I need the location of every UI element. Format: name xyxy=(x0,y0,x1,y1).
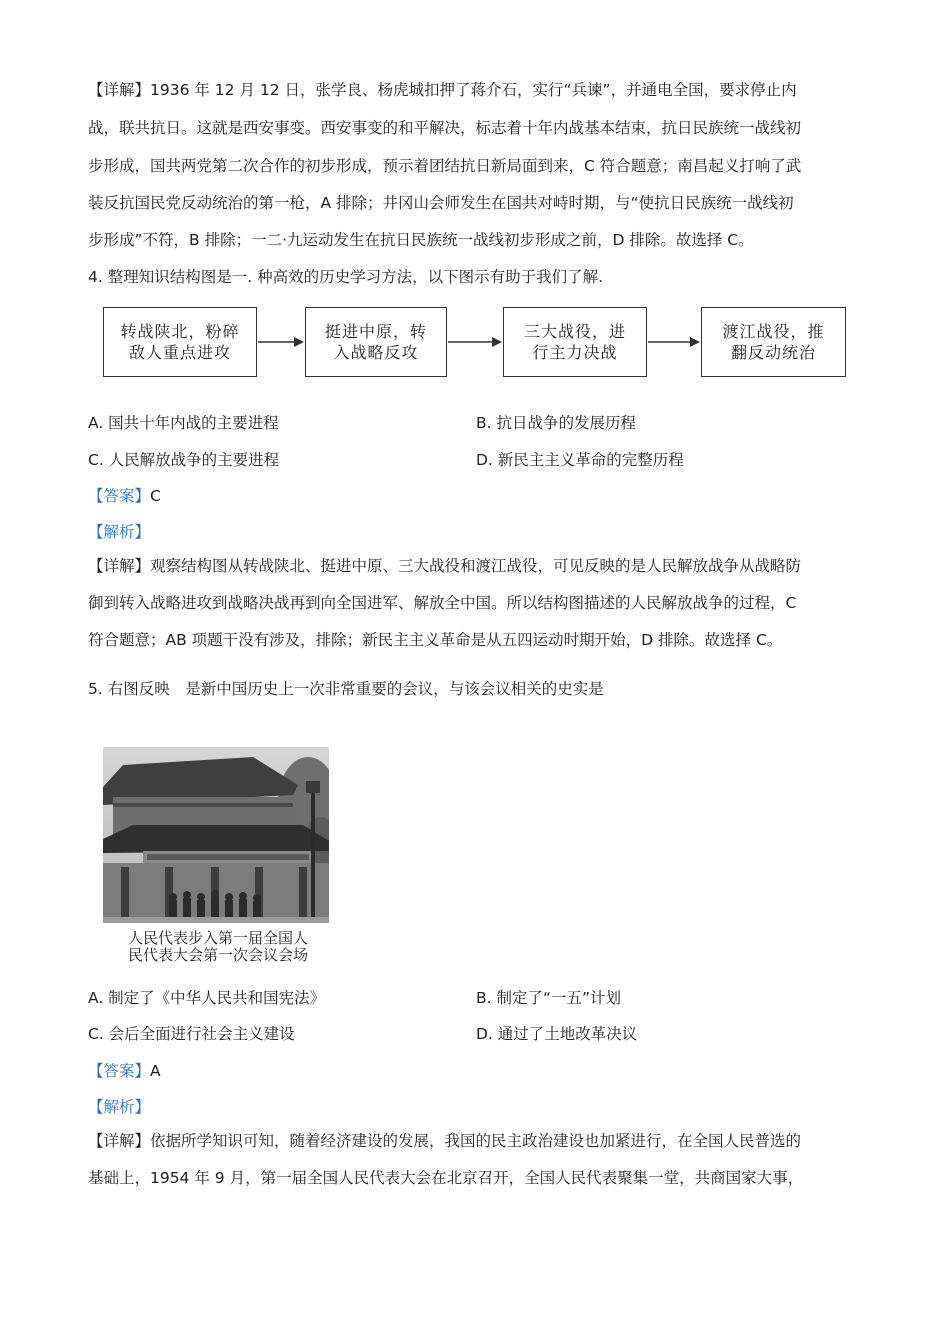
q4-detail-line-2: 御到转入战略进攻到战略决战再到向全国进军、解放全中国。所以结构图描述的人民解放战争的过程，C xyxy=(88,594,797,612)
q5-detail-line-1: 【详解】依据所学知识可知，随着经济建设的发展，我国的民主政治建设也加紧进行，在全国人民普选的 xyxy=(88,1132,802,1150)
q5-option-a: A. 制定了《中华人民共和国宪法》 xyxy=(88,989,326,1007)
flow-box-1-line-2: 敌人重点进攻 xyxy=(128,343,231,362)
detail3-line-4: 装反抗国民党反动统治的第一枪，A 排除；井冈山会师发生在国共对峙时期，与“使抗日民族统一战线初 xyxy=(88,194,794,212)
flow-box-3-line-2: 行主力决战 xyxy=(532,343,618,362)
q5-analysis-row xyxy=(88,1097,868,1117)
q4-answer-tag: 【答案】 xyxy=(88,487,151,505)
q4-detail-line-3: 符合题意；AB 项题干没有涉及，排除；新民主主义革命是从五四运动时期开始，D 排除。故选择 C。 xyxy=(88,631,783,649)
congress-hall-photo xyxy=(103,747,329,923)
flow-box-3 xyxy=(503,307,647,377)
flow-arrow-2 xyxy=(448,334,502,350)
flow-box-3-line-1: 三大战役，进 xyxy=(523,322,626,341)
q4-option-b: B. 抗日战争的发展历程 xyxy=(476,414,636,432)
q5-detail-line-2: 基础上，1954 年 9 月，第一届全国人民代表大会在北京召开，全国人民代表聚集一堂，共商国家大事， xyxy=(88,1169,804,1187)
q5-option-b: B. 制定了“一五”计划 xyxy=(476,989,622,1007)
q4-answer-row xyxy=(88,486,868,506)
q4-analysis-row xyxy=(88,522,868,542)
flow-box-4-line-2: 翻反动统治 xyxy=(730,343,816,362)
detail3-line-1: 【详解】1936 年 12 月 12 日，张学良、杨虎城扣押了蒋介石，实行“兵谏”，并通电全国，要求停止内 xyxy=(88,81,797,99)
flow-box-1-line-1: 转战陕北，粉碎 xyxy=(120,322,240,341)
photo-caption-line-2: 民代表大会第一次会议会场 xyxy=(127,946,308,964)
q5-answer-tag: 【答案】 xyxy=(88,1062,151,1080)
q4-option-c: C. 人民解放战争的主要进程 xyxy=(88,451,280,469)
flow-box-2-line-1: 挺进中原，转 xyxy=(324,322,427,341)
q5-analysis-tag: 【解析】 xyxy=(88,1098,151,1116)
q5-answer: A xyxy=(150,1062,161,1080)
q5-stem: 5. 右图反映 是新中国历史上一次非常重要的会议，与该会议相关的史实是 xyxy=(88,680,604,698)
q5-answer-row xyxy=(88,1061,868,1081)
photo-caption xyxy=(103,930,333,964)
detail3-line-2: 战，联共抗日。这就是西安事变。西安事变的和平解决，标志着十年内战基本结束，抗日民族统一战线初 xyxy=(88,119,802,137)
flow-box-4-line-1: 渡江战役，推 xyxy=(722,322,825,341)
detail3-line-3: 步形成，国共两党第二次合作的初步形成，预示着团结抗日新局面到来，C 符合题意；南昌起义打响了武 xyxy=(88,157,802,175)
flow-arrow-1 xyxy=(258,334,304,350)
q5-option-d: D. 通过了土地改革决议 xyxy=(476,1025,638,1043)
q4-stem: 4. 整理知识结构图是一. 种高效的历史学习方法，以下图示有助于我们了解. xyxy=(88,268,603,286)
photo-caption-line-1: 人民代表步入第一届全国人 xyxy=(127,929,308,947)
flow-box-1 xyxy=(103,307,257,377)
flow-box-4 xyxy=(701,307,846,377)
q4-analysis-tag: 【解析】 xyxy=(88,523,151,541)
flow-arrow-3 xyxy=(648,334,700,350)
q5-option-c: C. 会后全面进行社会主义建设 xyxy=(88,1025,295,1043)
q4-detail-line-1: 【详解】观察结构图从转战陕北、挺进中原、三大战役和渡江战役，可见反映的是人民解放战争从战略防 xyxy=(88,557,802,575)
q4-answer: C xyxy=(150,487,161,505)
detail3-line-5: 步形成”不符，B 排除；一二·九运动发生在抗日民族统一战线初步形成之前，D 排除。故选择 C。 xyxy=(88,231,754,249)
q4-option-d: D. 新民主主义革命的完整历程 xyxy=(476,451,684,469)
flow-box-2-line-2: 入战略反攻 xyxy=(333,343,419,362)
q4-option-a: A. 国共十年内战的主要进程 xyxy=(88,414,279,432)
flow-box-2 xyxy=(305,307,447,377)
